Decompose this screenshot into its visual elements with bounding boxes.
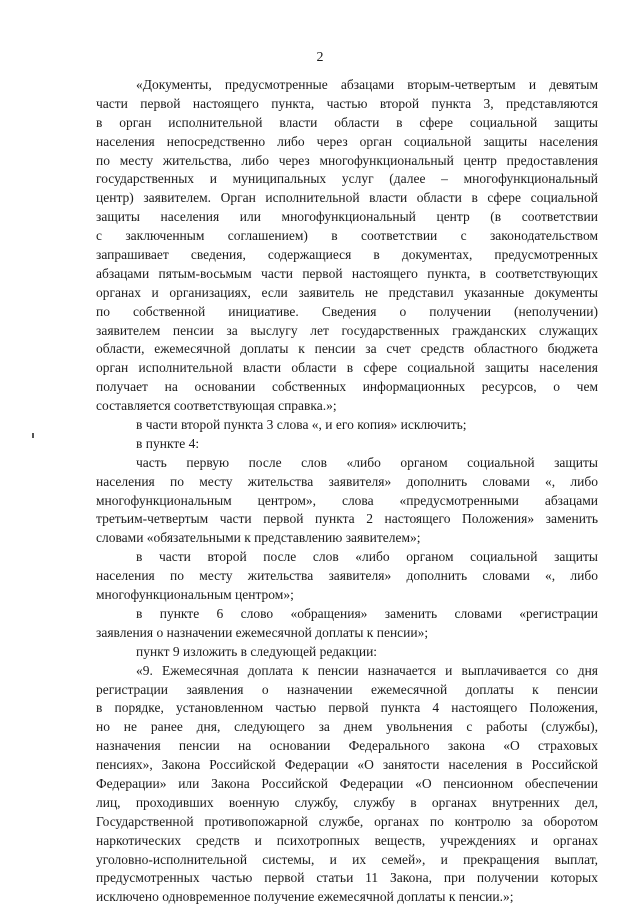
text-line: составляется соответствующая справка.»;	[96, 398, 337, 414]
text-line: по месту жительства, либо через многофункциональный центр предоставления	[96, 152, 598, 168]
text-line: «9. Ежемесячная доплата к пенсии назначается и выплачивается со дня	[136, 662, 598, 678]
text-line: исключено одновременное получение ежемесячной доплаты к пенсии.»;	[96, 889, 514, 905]
text-line: в части второй пункта 3 слова «, и его копия» исключить;	[136, 417, 467, 433]
page-number: 2	[316, 50, 324, 65]
text-line: регистрации заявления о назначении ежемесячной доплаты к пенсии	[96, 681, 598, 697]
text-line: наркотических средств и психотропных веществ, учреждениях и органах	[96, 832, 598, 848]
text-line: «Документы, предусмотренные абзацами вторым-четвертым и девятым	[136, 77, 598, 92]
text-line: населения непосредственно либо через орган социальной защиты населения	[96, 133, 598, 149]
text-line: предусмотренных частью первой статьи 11 Закона, при получении которых	[96, 870, 598, 886]
text-line: государственных и муниципальных услуг (далее – многофункциональный	[96, 171, 598, 187]
text-line: лиц, проходивших военную службу, службу в органах внутренних дел,	[96, 794, 598, 810]
text-line: словами «обязательными к представлению заявителем»;	[96, 530, 421, 546]
text-line: области, ежемесячной доплаты к пенсии за счет средств областного бюджета	[96, 341, 598, 357]
margin-mark	[32, 433, 34, 438]
text-line: пенсиях», Закона Российской Федерации «О занятости населения в Российской	[96, 757, 598, 773]
text-line: запрашивает сведения, содержащиеся в документах, предусмотренных	[96, 247, 598, 263]
text-line: части первой настоящего пункта, частью второй пункта 3, представляются	[96, 95, 598, 111]
text-line: пункт 9 изложить в следующей редакции:	[136, 643, 378, 659]
text-line: населения по месту жительства заявителя» дополнить словами «, либо	[96, 473, 598, 489]
text-line: но не ранее дня, следующего за днем увольнения с работы (службы),	[96, 719, 598, 735]
text-line: с заключенным соглашением) в соответствии с законодательством	[96, 228, 598, 244]
text-line: органах и организациях, если заявитель не представил указанные документы	[96, 284, 598, 300]
text-line: центр) заявителем. Орган исполнительной власти области в сфере социальной	[96, 190, 598, 206]
text-line: защиты населения или многофункциональный центр (в соответствии	[96, 209, 598, 225]
text-line: многофункциональным центром»;	[96, 587, 294, 603]
text-line: уголовно-исполнительной системы, и их семей», и прекращения выплат,	[96, 851, 598, 867]
document-body	[96, 76, 598, 907]
text-line: третьим-четвертым части первой пункта 2 настоящего Положения» заменить	[96, 511, 598, 527]
text-line: в орган исполнительной власти области в сфере социальной защиты	[96, 114, 598, 130]
text-line: в пункте 6 слово «обращения» заменить словами «регистрации	[136, 605, 598, 621]
text-line: Федерации» или Закона Российской Федерации «О пенсионном обеспечении	[96, 775, 598, 791]
text-line: населения по месту жительства заявителя» дополнить словами «, либо	[96, 568, 598, 584]
text-line: получает на основании собственных информационных ресурсов, о чем	[96, 379, 598, 395]
text-line: назначения пенсии на основании Федерального закона «О страховых	[96, 738, 598, 754]
text-line: многофункциональным центром», слова «предусмотренными абзацами	[96, 492, 598, 508]
text-line: в части второй после слов «либо органом социальной защиты	[136, 549, 598, 565]
text-line: по собственной инициативе. Сведения о получении (неполучении)	[96, 303, 598, 319]
text-line: часть первую после слов «либо органом социальной защиты	[136, 454, 598, 470]
text-line: в порядке, установленном частью первой пункта 4 настоящего Положения,	[96, 700, 598, 716]
text-line: Государственной противопожарной службе, органах по контролю за оборотом	[96, 813, 598, 829]
text-line: абзацами пятым-восьмым части первой настоящего пункта, в соответствующих	[96, 265, 598, 281]
text-line: заявителем пенсии за выслугу лет государственных гражданских служащих	[96, 322, 598, 338]
text-line: орган исполнительной власти области в сфере социальной защиты населения	[96, 360, 598, 376]
text-line: в пункте 4:	[136, 435, 200, 451]
text-line: заявления о назначении ежемесячной доплаты к пенсии»;	[96, 624, 429, 640]
